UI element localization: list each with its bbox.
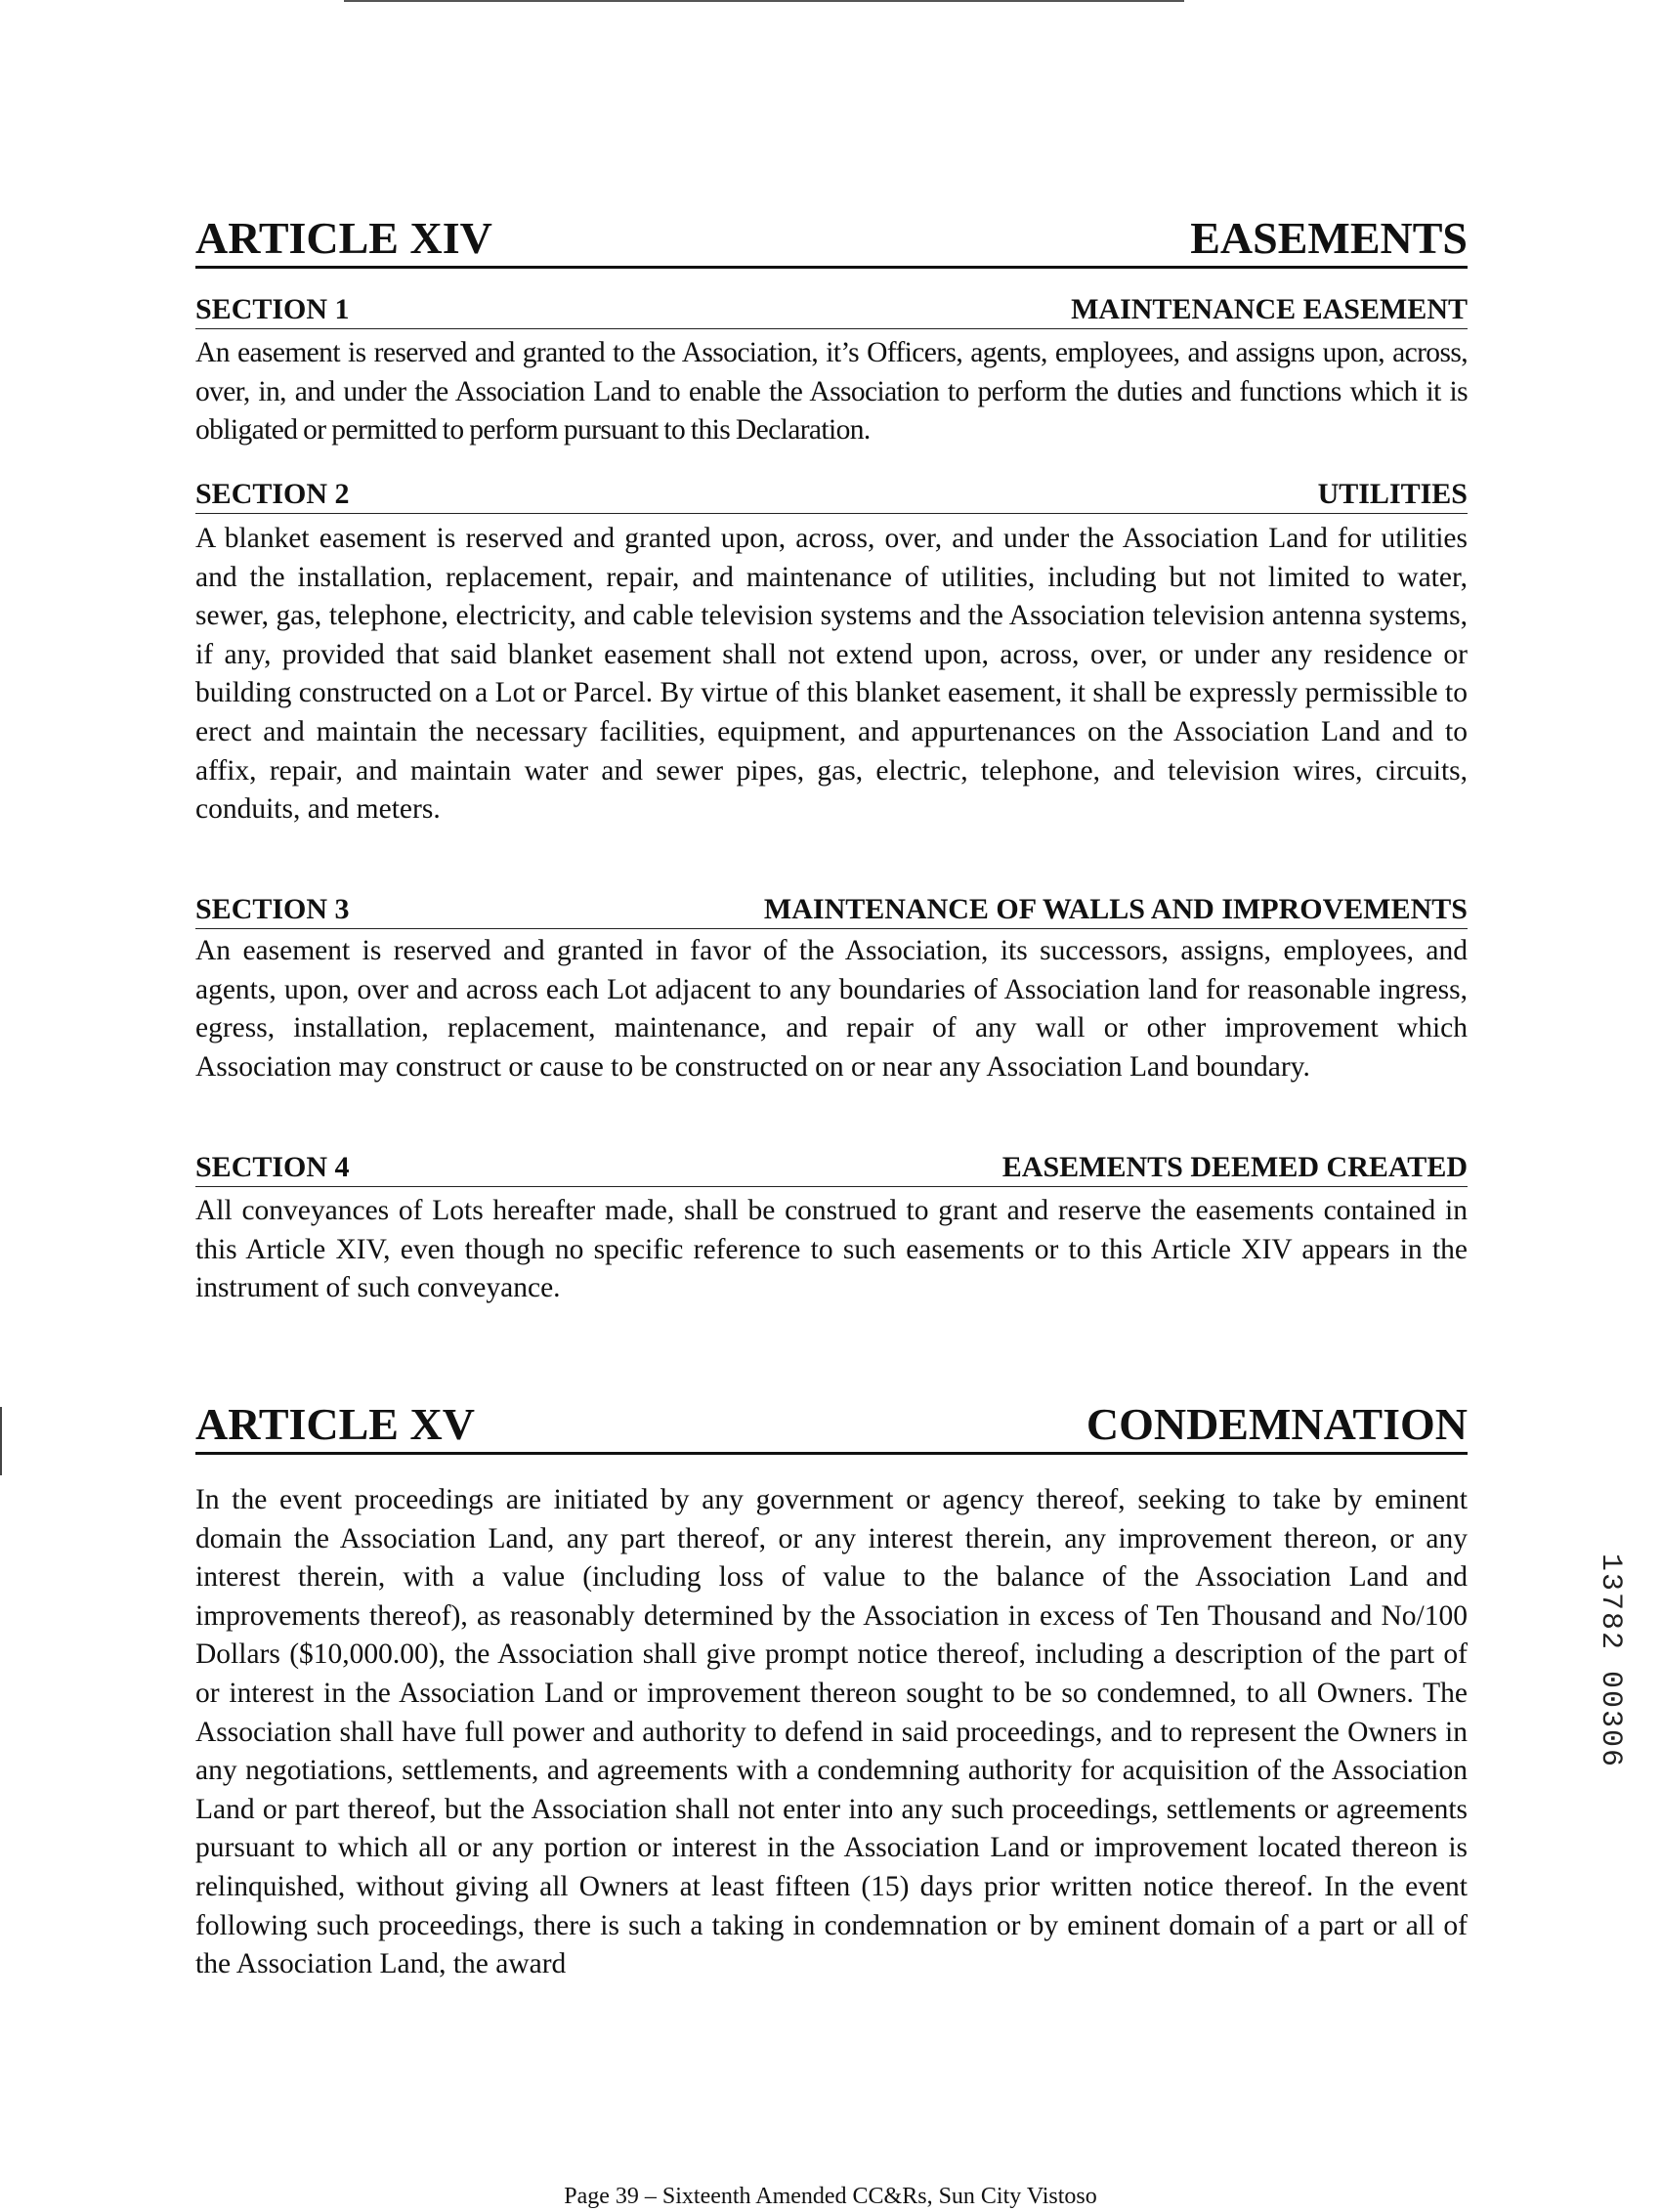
section-title: EASEMENTS DEEMED CREATED xyxy=(1001,1151,1468,1183)
section-4-heading xyxy=(195,1150,1468,1187)
section-label: SECTION 3 xyxy=(195,893,350,925)
section-3-heading xyxy=(195,892,1468,929)
article-label: ARTICLE XIV xyxy=(195,213,492,263)
section-label: SECTION 1 xyxy=(195,293,350,325)
section-4-text: All conveyances of Lots hereafter made, shall be construed to grant and reserve the easements contained in this Article XIV, even though no specific reference to such easements or to this Article XIV appears in the instrument of such conveyance. xyxy=(195,1195,1468,1304)
section-1-heading xyxy=(195,292,1468,329)
section-title: MAINTENANCE OF WALLS AND IMPROVEMENTS xyxy=(763,893,1468,925)
scan-top-line xyxy=(344,0,1184,2)
article-xv-text: In the event proceedings are initiated by any government or agency thereof, seeking to take by eminent domain the Association Land, any part thereof, or any interest therein, any improvement thereon, or any interest therein, with a value (including loss of value to the balance of the Association Land and improvements thereof), as reasonably determined by the Association in excess of Ten Thousand and No/100 Dollars ($10,000.00), the Association shall give prompt notice thereof, including a description of the part of or interest in the Association Land or improvement thereon sought to be so condemned, to all Owners. The Association shall have full power and authority to defend in said proceedings, and to represent the Owners in any negotiations, settlements, and agreements with a condemning authority for acquisition of the Association Land or part thereof, but the Association shall not enter into any such proceedings, settlements or agreements pursuant to which all or any portion or interest in the Association Land or improvement located thereon is relinquished, without giving all Owners at least fifteen (15) days prior written notice thereof. In the event following such proceedings, there is such a taking in condemnation or by eminent domain of a part or all of the Association Land, the award xyxy=(195,1484,1468,1980)
scan-edge-marks xyxy=(0,1407,5,1475)
article-xiv-heading xyxy=(195,213,1468,269)
section-2-heading xyxy=(195,477,1468,514)
section-2-text: A blanket easement is reserved and granted upon, across, over, and under the Association Land for utilities and the installation, replacement, repair, and maintenance of utilities, including but not limited to water, sewer, gas, telephone, electricity, and cable television systems and the Association television antenna systems, if any, provided that said blanket easement shall not extend upon, across, over, or under any residence or building constructed on a Lot or Parcel. By virtue of this blanket easement, it shall be expressly permissible to erect and maintain the necessary facilities, equipment, and appurtenances on the Association Land and to affix, repair, and maintain water and sewer pipes, gas, electric, telephone, and television wires, circuits, conduits, and meters. xyxy=(195,523,1468,826)
recording-stamp: 13782 00306 xyxy=(1594,1553,1627,1769)
page-footer: Page 39 – Sixteenth Amended CC&Rs, Sun City Vistoso xyxy=(564,2184,1097,2209)
article-label: ARTICLE XV xyxy=(195,1399,475,1449)
section-3-text: An easement is reserved and granted in favor of the Association, its successors, assigns, employees, and agents, upon, over and across each Lot adjacent to any boundaries of Association land for reasonable ingress, egress, installation, replacement, maintenance, and repair of any wall or other improvement which Association may construct or cause to be constructed on or near any Association Land boundary. xyxy=(195,935,1468,1083)
article-title: EASEMENTS xyxy=(1190,213,1468,263)
section-label: SECTION 4 xyxy=(195,1151,350,1183)
article-xv-heading xyxy=(195,1399,1468,1455)
article-title: CONDEMNATION xyxy=(1086,1399,1468,1449)
section-title: UTILITIES xyxy=(1317,478,1468,510)
section-1-text: An easement is reserved and granted to the Association, it’s Officers, agents, employees, and assigns upon, across, over, in, and under the Association Land to enable the Association to perform the duties and functions which it is obligated or permitted to perform pursuant to this Declaration. xyxy=(195,337,1468,447)
section-label: SECTION 2 xyxy=(195,478,350,510)
section-title: MAINTENANCE EASEMENT xyxy=(1071,293,1468,325)
